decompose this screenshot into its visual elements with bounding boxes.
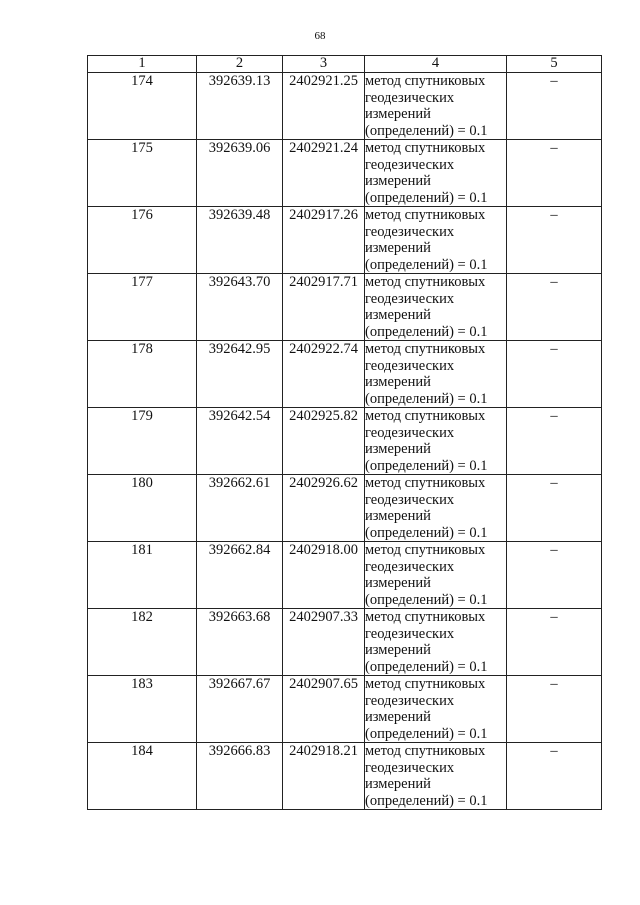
method-line: геодезических [365,491,455,508]
note-cell: – [507,743,602,810]
y-coordinate-cell: 2402922.74 [283,341,365,408]
table-row [88,475,602,542]
y-coordinate-cell: 2402921.24 [283,140,365,207]
point-number-cell: 175 [88,140,197,207]
note-cell: – [507,609,602,676]
method-line: (определений) = 0.1 [365,524,488,541]
table-body [88,73,602,810]
method-line: метод спутниковых [365,609,486,625]
method-line: измерений [365,776,431,792]
method-line: метод спутниковых [365,676,486,692]
note-cell: – [507,140,602,207]
method-line: измерений [365,642,431,658]
method-cell [365,542,507,609]
x-coordinate-cell: 392643.70 [197,274,283,341]
method-cell [365,140,507,207]
note-cell: – [507,408,602,475]
method-line: (определений) = 0.1 [365,792,488,809]
point-number-cell: 176 [88,207,197,274]
method-line: (определений) = 0.1 [365,390,488,407]
method-line: метод спутниковых [365,542,486,558]
method-line: (определений) = 0.1 [365,725,488,742]
table-header [88,56,602,73]
method-line: метод спутниковых [365,475,486,491]
point-number-cell: 179 [88,408,197,475]
y-coordinate-cell: 2402921.25 [283,73,365,140]
method-line: метод спутниковых [365,207,486,223]
table-row [88,140,602,207]
method-cell [365,207,507,274]
x-coordinate-cell: 392666.83 [197,743,283,810]
note-cell: – [507,341,602,408]
table-row [88,609,602,676]
column-header-2: 2 [197,56,283,73]
x-coordinate-cell: 392667.67 [197,676,283,743]
method-line: (определений) = 0.1 [365,658,488,675]
method-line: геодезических [365,424,455,441]
y-coordinate-cell: 2402907.33 [283,609,365,676]
table-row [88,743,602,810]
point-number-cell: 174 [88,73,197,140]
method-cell [365,609,507,676]
method-line: (определений) = 0.1 [365,457,488,474]
y-coordinate-cell: 2402907.65 [283,676,365,743]
header-row [88,56,602,73]
note-cell: – [507,676,602,743]
column-header-3: 3 [283,56,365,73]
page-number: 68 [314,30,326,42]
column-header-4: 4 [365,56,507,73]
column-header-5: 5 [507,56,602,73]
method-cell [365,408,507,475]
method-line: (определений) = 0.1 [365,323,488,340]
method-line: измерений [365,709,431,725]
note-cell: – [507,475,602,542]
point-number-cell: 184 [88,743,197,810]
x-coordinate-cell: 392639.13 [197,73,283,140]
x-coordinate-cell: 392662.61 [197,475,283,542]
table-row [88,207,602,274]
table-row [88,274,602,341]
y-coordinate-cell: 2402925.82 [283,408,365,475]
y-coordinate-cell: 2402918.21 [283,743,365,810]
method-line: метод спутниковых [365,408,486,424]
method-line: метод спутниковых [365,274,486,290]
method-cell [365,274,507,341]
method-line: измерений [365,173,431,189]
table-row [88,408,602,475]
method-line: метод спутниковых [365,73,486,89]
method-line: геодезических [365,290,455,307]
method-line: измерений [365,575,431,591]
note-cell: – [507,542,602,609]
coordinates-table [87,55,602,810]
method-line: измерений [365,441,431,457]
table-row [88,542,602,609]
point-number-cell: 183 [88,676,197,743]
y-coordinate-cell: 2402917.71 [283,274,365,341]
table-row [88,341,602,408]
table-row [88,73,602,140]
method-line: метод спутниковых [365,341,486,357]
method-line: измерений [365,508,431,524]
x-coordinate-cell: 392639.48 [197,207,283,274]
method-line: метод спутниковых [365,140,486,156]
method-line: геодезических [365,357,455,374]
note-cell: – [507,207,602,274]
y-coordinate-cell: 2402926.62 [283,475,365,542]
method-cell [365,475,507,542]
x-coordinate-cell: 392639.06 [197,140,283,207]
method-line: метод спутниковых [365,743,486,759]
method-line: (определений) = 0.1 [365,122,488,139]
method-line: измерений [365,240,431,256]
method-line: геодезических [365,89,455,106]
method-line: (определений) = 0.1 [365,591,488,608]
x-coordinate-cell: 392642.54 [197,408,283,475]
method-line: геодезических [365,692,455,709]
point-number-cell: 177 [88,274,197,341]
method-line: измерений [365,106,431,122]
method-cell [365,341,507,408]
note-cell: – [507,274,602,341]
method-cell [365,676,507,743]
x-coordinate-cell: 392662.84 [197,542,283,609]
point-number-cell: 180 [88,475,197,542]
method-cell [365,73,507,140]
point-number-cell: 182 [88,609,197,676]
method-line: (определений) = 0.1 [365,256,488,273]
method-line: геодезических [365,558,455,575]
y-coordinate-cell: 2402918.00 [283,542,365,609]
method-line: геодезических [365,223,455,240]
column-header-1: 1 [88,56,197,73]
method-line: измерений [365,374,431,390]
method-line: геодезических [365,625,455,642]
method-line: (определений) = 0.1 [365,189,488,206]
method-line: измерений [365,307,431,323]
x-coordinate-cell: 392642.95 [197,341,283,408]
method-cell [365,743,507,810]
table-row [88,676,602,743]
method-line: геодезических [365,156,455,173]
point-number-cell: 178 [88,341,197,408]
method-line: геодезических [365,759,455,776]
y-coordinate-cell: 2402917.26 [283,207,365,274]
x-coordinate-cell: 392663.68 [197,609,283,676]
note-cell: – [507,73,602,140]
point-number-cell: 181 [88,542,197,609]
